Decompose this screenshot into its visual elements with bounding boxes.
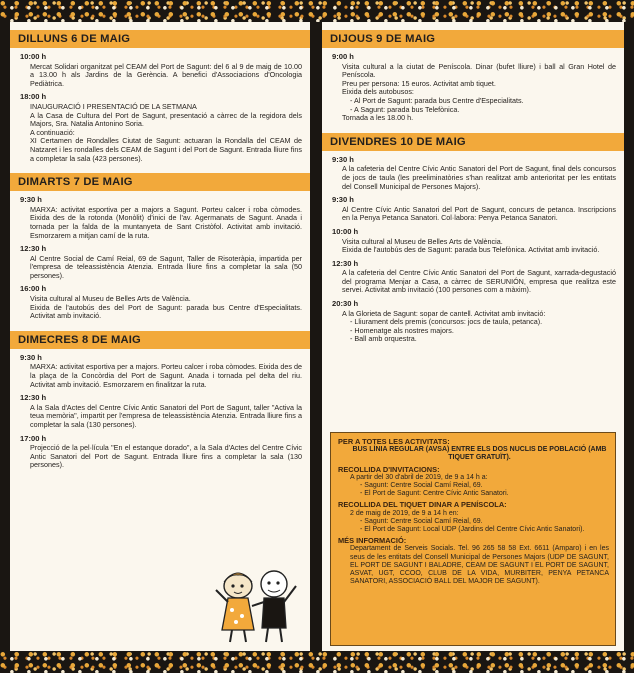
day-entries [322, 53, 624, 123]
entry-line: - Lliurament dels premis (concursos: jocs de taula, petanca). [350, 317, 543, 327]
entry-time: 12:30 h [20, 244, 47, 254]
entry-time: 9:00 h [332, 52, 354, 61]
info-invitations-line: - Sagunt: Centre Social Camí Reial, 69. [360, 482, 483, 490]
day-entries [10, 196, 310, 321]
right-day-list [322, 30, 624, 344]
entry-body [20, 295, 302, 321]
entry-body [20, 404, 302, 430]
entry-body [332, 165, 616, 191]
entry-line: Mercat Solidari organitzat pel CEAM del Port de Sagunt: del 6 al 9 de maig de 10.00 a 13.00 h als Jardins de la Gerència. A benefici d'Associacions d'Oncologia Pediàtrica. [30, 61, 302, 88]
day-header: DILLUNS 6 DE MAIG [10, 30, 310, 48]
schedule-entry [20, 285, 302, 320]
entry-line: - Al Port de Sagunt: parada bus Centre d'Especialitats. [350, 95, 524, 105]
entry-time: 18:00 h [20, 92, 47, 102]
entry-line: MARXA: activitat esportiva per a majors a Sagunt. Porteu calcer i roba còmodes. Eixida des de la rotonda (Monòlit) d'inici de l'av. Agermanats de Sagunt. Anada i tornada per la falda de la muntanyeta de Sant Cristòfol. Activitat amb invitació. Esmorzarem a mitjan camí de la ruta. [30, 204, 302, 240]
schedule-entry [20, 196, 302, 240]
info-more-title: MÉS INFORMACIÓ: [338, 536, 407, 546]
schedule-entry [332, 228, 616, 255]
info-ticket-line: 2 de maig de 2019, de 9 a 14 h en: [350, 509, 459, 517]
entry-body [20, 363, 302, 389]
entry-line: MARXA: activitat esportiva per a majors. Porteu calcer i roba còmodes. Eixida des de la plaça de la Concòrdia del Port de Sagunt. Anada i tornada pel delta del riu. Activitat amb invitació. Esmorzarem en finalitzar la ruta. [30, 362, 302, 389]
entry-line: - A Sagunt: parada bus Telefònica. [350, 104, 460, 114]
schedule-entry [20, 394, 302, 429]
day-entries [322, 156, 624, 344]
day-header: DIMARTS 7 DE MAIG [10, 173, 310, 191]
entry-time: 9:30 h [332, 195, 354, 205]
entry-body [20, 63, 302, 89]
schedule-entry [332, 260, 616, 295]
entry-body [332, 238, 616, 255]
confetti-border-bottom [0, 651, 634, 673]
schedule-entry [332, 53, 616, 123]
entry-body [332, 310, 616, 344]
entry-time: 9:30 h [20, 352, 42, 362]
entry-body [20, 103, 302, 163]
entry-line: INAUGURACIÓ I PRESENTACIÓ DE LA SETMANA [30, 101, 197, 111]
day-section [322, 133, 624, 344]
schedule-entry [20, 245, 302, 280]
entry-line: XI Certamen de Rondalles Ciutat de Sagunt: actuaran la Rondalla del CEAM de Natzaret i les rondalles dels CEAM de Sagunt i del Port de Sagunt. Entrada lliure fins a completar la sala (423 persones). [30, 136, 302, 163]
entry-time: 20:30 h [332, 299, 359, 309]
day-entries [10, 354, 310, 470]
entry-line: Projecció de la pel·lícula "En el estanque dorado", a la Sala d'Actes del Centre Cívic Antic Sanatori del Port de Sagunt. Entrada lliure fins a completar la sala (130 persones). [30, 443, 302, 470]
left-panel [10, 22, 310, 652]
info-all-text: BUS LÍNIA REGULAR (AVSA) ENTRE ELS DOS NUCLIS DE POBLACIÓ (AMB TIQUET GRATUÏT). [352, 446, 607, 462]
entry-line: Eixida de l'autobús des de Sagunt: parada bus Telefònica. Activitat amb invitació. [342, 245, 600, 255]
entry-time: 12:30 h [332, 258, 359, 268]
entry-body [332, 269, 616, 295]
info-box [330, 432, 616, 646]
entry-time: 10:00 h [332, 226, 359, 236]
info-ticket-title: RECOLLIDA DEL TIQUET DINAR A PENÍSCOLA: [338, 500, 507, 510]
right-panel [322, 22, 624, 652]
schedule-entry [20, 435, 302, 470]
day-header: DIVENDRES 10 DE MAIG [322, 133, 624, 151]
day-section [10, 30, 310, 163]
entry-time: 9:30 h [20, 195, 42, 205]
entry-body [20, 206, 302, 240]
confetti-border-top [0, 0, 634, 22]
day-header: DIMECRES 8 DE MAIG [10, 331, 310, 349]
entry-line: Tornada a les 18.00 h. [342, 113, 414, 123]
entry-line: Al Centre Social de Camí Reial, 69 de Sagunt, Taller de Risoteràpia, impartida per l'empresa de teleassistència Atenzia. Entrada lliure fins a completar la sala (50 persones). [30, 253, 302, 280]
entry-line: A continuació: [30, 127, 75, 137]
entry-line: Visita cultural al Museu de Belles Arts de València. [30, 294, 191, 304]
day-section [322, 30, 624, 123]
info-all-title: PER A TOTES LES ACTIVITATS: [338, 437, 450, 446]
entry-line: Visita cultural a la ciutat de Peníscola. Dinar (bufet lliure) i ball al Gran Hotel de Peníscola. [342, 61, 616, 80]
day-section [10, 173, 310, 321]
info-ticket-line: - Sagunt: Centre Social Camí Reial, 69. [360, 517, 483, 525]
entry-body [20, 255, 302, 281]
entry-line: A la cafeteria del Centre Cívic Antic Sanatori del Port de Sagunt, final dels concursos de jocs de taula (les preeliminatòries s'han realitzat amb anterioritat per les entitats del Consell Municipal de Persones Majors). [342, 164, 616, 191]
entry-line: Visita cultural al Museu de Belles Arts de València. [342, 236, 503, 246]
entry-line: A la Casa de Cultura del Port de Sagunt, presentació a càrrec de la regidora dels Majors, Sra. Natalia Antonino Soria. [30, 110, 302, 129]
schedule-entry [20, 93, 302, 163]
entry-line: A la Sala d'Actes del Centre Cívic Antic Sanatori del Port de Sagunt, taller "Activa la teua memòria", impartit per l'empresa de teleassistència Atenzia. Entrada lliure fins a completar la sala (130 persones). [30, 402, 302, 429]
entry-line: - Homenatge als nostres majors. [350, 325, 454, 335]
entry-body [332, 63, 616, 123]
entry-line: Al Centre Cívic Antic Sanatori del Port de Sagunt, concurs de petanca. Inscripcions en la Penya Petanca Sanatori. Col·labora: Penya Petanca Sanatori. [342, 204, 616, 223]
day-entries [10, 53, 310, 163]
info-more-text: Departament de Serveis Socials. Tel. 96 265 58 58 Ext. 6611 (Amparo) i en les seus de les entitats del Consell Municipal de Persones Majors (UDP DE SAGUNT, EL PORT DE SAGUNT I BALADRE, CEAM DE SAGUNT I EL PORT DE SAGUNT, ASVAT, UGT, CCOO, CLUB DE LA VIDA, MURBITER, PENYA PETANCA SANATORI, ASSOCIACIÓ BALL DEL MAJOR DE SAGUNT). [350, 545, 609, 586]
entry-line: - Ball amb orquestra. [350, 334, 417, 344]
schedule-entry [332, 300, 616, 344]
entry-time: 9:30 h [332, 154, 354, 164]
day-section [10, 331, 310, 470]
entry-time: 10:00 h [20, 52, 47, 61]
schedule-entry [20, 354, 302, 389]
schedule-entry [332, 196, 616, 223]
info-invitations-title: RECOLLIDA D'INVITACIONS: [338, 464, 440, 474]
info-ticket-line: - El Port de Sagunt: Local UDP (Jardins del Centre Cívic Antic Sanatori). [360, 526, 585, 534]
left-day-list [10, 30, 310, 470]
entry-line: Eixida dels autobusos: [342, 87, 414, 97]
entry-line: A la cafeteria del Centre Cívic Antic Sanatori del Port de Sagunt, xarrada-degustació del programa Menjar a Casa, a càrrec de SERUNIÓN, empresa que realitza este servei. Activitat amb invitació (100 persones com a màxim). [342, 268, 616, 295]
day-header: DIJOUS 9 DE MAIG [322, 30, 624, 48]
entry-time: 17:00 h [20, 433, 47, 443]
entry-body [20, 444, 302, 470]
schedule-entry [20, 53, 302, 88]
schedule-entry [332, 156, 616, 191]
entry-time: 12:30 h [20, 393, 47, 403]
info-invitations-line: - El Port de Sagunt: Centre Cívic Antic Sanatori. [360, 490, 509, 498]
entry-line: A la Glorieta de Sagunt: sopar de cantell. Activitat amb invitació: [342, 308, 546, 318]
entry-time: 16:00 h [20, 284, 47, 294]
entry-line: Preu per persona: 15 euros. Activitat amb tiquet. [342, 78, 496, 88]
entry-body [332, 206, 616, 223]
entry-line: Eixida de l'autobús des del Port de Sagunt: parada bus Centre d'Especialitats. Activitat amb invitació. [30, 302, 302, 321]
info-invitations-line: A partir del 30 d'abril de 2019, de 9 a 14 h a: [350, 473, 488, 481]
dancing-couple-illustration [210, 560, 300, 648]
